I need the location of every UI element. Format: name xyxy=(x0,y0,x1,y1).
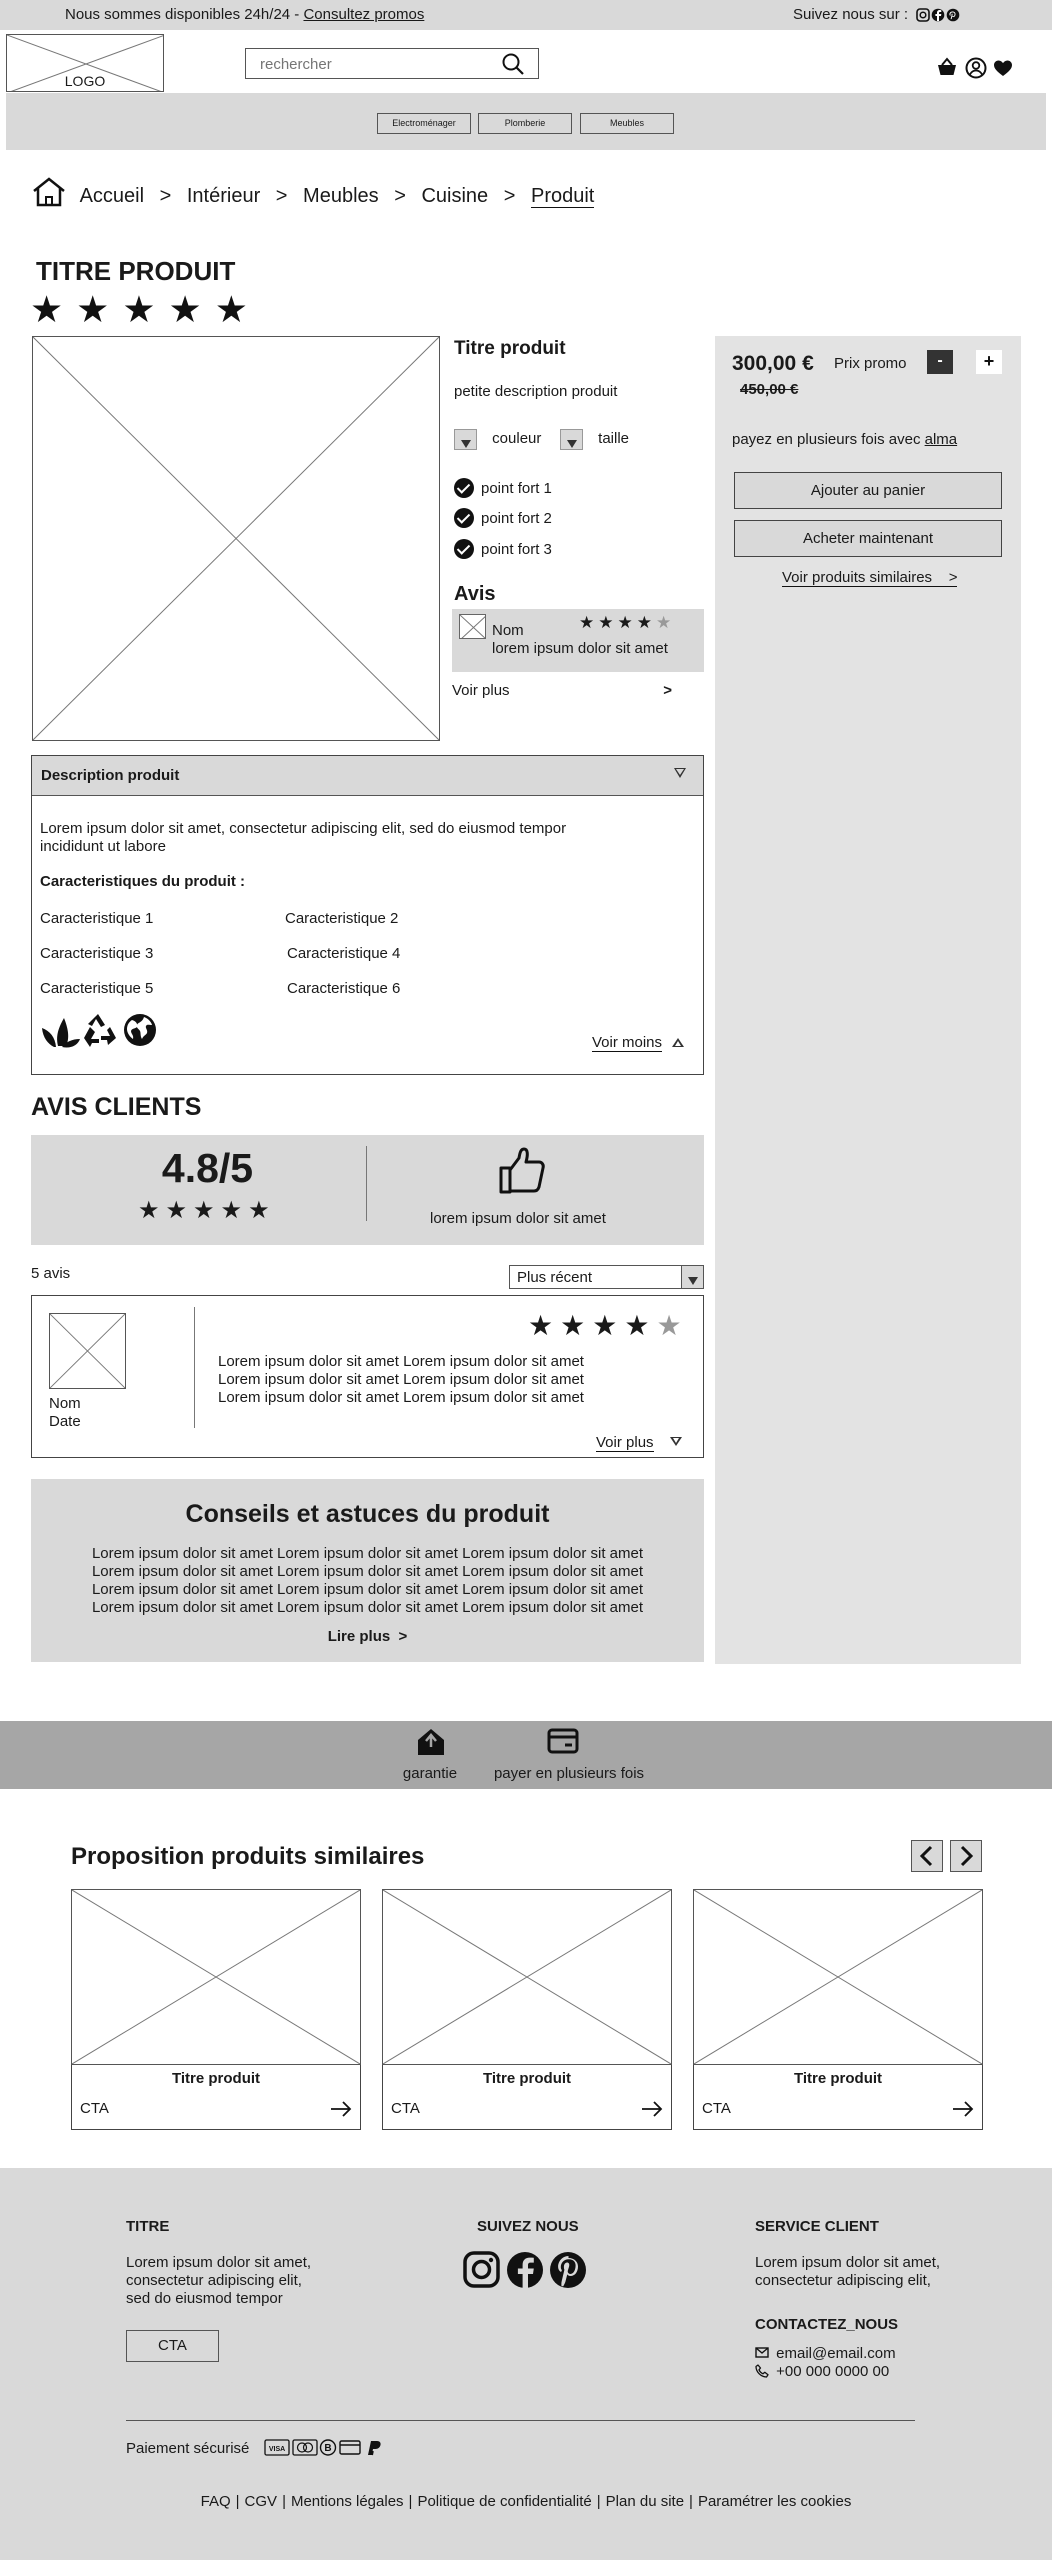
credit-card-icon xyxy=(340,2441,360,2454)
product-card[interactable] xyxy=(382,1889,672,2130)
tips-title: Conseils et astuces du produit xyxy=(185,1500,550,1528)
star-icon: ★ xyxy=(248,1197,276,1224)
card-payment-icon xyxy=(547,1727,579,1755)
leaf-icon xyxy=(42,1018,80,1048)
see-more-label: Voir plus xyxy=(452,682,510,699)
secure-payment xyxy=(126,2438,386,2457)
reviewer-name: Nom xyxy=(492,622,524,639)
breadcrumb-separator: > xyxy=(159,185,172,207)
breadcrumb-cuisine[interactable]: Cuisine xyxy=(421,185,489,207)
user-icon[interactable] xyxy=(967,59,986,78)
arrow-right-icon[interactable] xyxy=(952,2100,974,2118)
product-card-image xyxy=(382,1889,672,2065)
search-input[interactable] xyxy=(260,54,490,74)
nav-item-meubles[interactable]: Meubles xyxy=(580,113,674,134)
alma-link[interactable]: alma xyxy=(924,431,958,448)
chevron-down-icon xyxy=(461,440,471,448)
reviews-count: 5 avis xyxy=(31,1265,71,1282)
promo-link[interactable]: Consultez promos xyxy=(303,6,425,23)
review-preview-stars xyxy=(579,613,675,633)
installment-text: payez en plusieurs fois avec xyxy=(732,431,925,448)
email-text: email@email.com xyxy=(776,2345,896,2362)
average-score: 4.8/5 xyxy=(161,1145,254,1191)
footer-cta-button[interactable]: CTA xyxy=(126,2330,219,2362)
star-empty-icon: ★ xyxy=(656,613,676,632)
quantity-minus-button[interactable]: - xyxy=(927,350,953,374)
paypal-icon xyxy=(368,2441,381,2455)
footer-service-line-1: Lorem ipsum dolor sit amet, xyxy=(755,2254,941,2271)
highlight-label: point fort 1 xyxy=(481,479,552,497)
highlight-label: point fort 3 xyxy=(481,540,552,558)
product-image[interactable] xyxy=(32,336,440,741)
footer-col1-title: TITRE xyxy=(126,2218,170,2235)
chevron-left-icon xyxy=(912,1841,942,1871)
footer-col1-line-3: sed do eiusmod tempor xyxy=(126,2290,283,2307)
characteristics-title: Caracteristiques du produit : xyxy=(40,873,246,890)
footer-link-faq[interactable]: FAQ xyxy=(200,2493,231,2510)
tips-line-3: Lorem ipsum dolor sit amet Lorem ipsum dolor sit amet Lorem ipsum dolor sit amet xyxy=(91,1581,644,1598)
breadcrumb-separator: > xyxy=(394,185,406,207)
size-option[interactable] xyxy=(560,429,629,450)
product-short-description: petite description produit xyxy=(454,383,618,400)
chevron-right-icon xyxy=(951,1841,981,1871)
carousel-next-button[interactable] xyxy=(950,1840,982,1872)
highlight-3 xyxy=(454,539,552,559)
logo-text: LOGO xyxy=(64,73,106,89)
customer-reviews-title: AVIS CLIENTS xyxy=(31,1093,202,1121)
footer-link-privacy[interactable]: Politique de confidentialité xyxy=(417,2493,592,2510)
quantity-plus-button[interactable]: + xyxy=(976,350,1002,374)
globe-icon xyxy=(124,1014,156,1046)
sort-dropdown-toggle[interactable] xyxy=(681,1266,703,1288)
pinterest-icon[interactable] xyxy=(550,2252,586,2288)
breadcrumb-produit[interactable]: Produit xyxy=(530,185,595,207)
sort-select[interactable] xyxy=(509,1265,704,1289)
follow-label: Suivez nous sur : xyxy=(793,6,909,23)
chevron-down-icon xyxy=(670,1437,682,1446)
star-icon: ★ xyxy=(122,289,169,330)
phone-text: +00 000 0000 00 xyxy=(776,2363,890,2380)
sort-select-value: Plus récent xyxy=(517,1269,593,1286)
tips-line-1: Lorem ipsum dolor sit amet Lorem ipsum dolor sit amet Lorem ipsum dolor sit amet xyxy=(91,1545,644,1562)
chevron-up-icon xyxy=(672,1038,684,1047)
link-separator: | xyxy=(235,2493,240,2510)
availability-text xyxy=(65,6,424,23)
visa-icon xyxy=(265,2440,289,2455)
chevron-down-icon xyxy=(674,768,686,778)
see-less-label: Voir moins xyxy=(592,1034,663,1051)
review-preview[interactable] xyxy=(452,609,704,672)
footer-col1-line-1: Lorem ipsum dolor sit amet, xyxy=(126,2254,312,2271)
availability-label: Nous sommes disponibles 24h/24 - xyxy=(65,6,304,23)
color-option[interactable] xyxy=(454,429,541,450)
size-label: taille xyxy=(598,430,630,448)
review-text-line-1: Lorem ipsum dolor sit amet Lorem ipsum dolor sit amet xyxy=(218,1353,584,1370)
payment-methods-icons xyxy=(264,2438,386,2456)
arrow-right-icon[interactable] xyxy=(330,2100,352,2118)
review-see-more-link[interactable] xyxy=(596,1434,682,1451)
see-less-link[interactable] xyxy=(592,1034,684,1051)
installments-label: payer en plusieurs fois xyxy=(493,1765,645,1782)
warranty-label: garantie xyxy=(402,1765,458,1782)
product-card-image xyxy=(71,1889,361,2065)
summary-divider xyxy=(366,1146,367,1221)
check-icon xyxy=(454,508,474,528)
star-icon: ★ xyxy=(193,1197,221,1224)
star-icon: ★ xyxy=(214,289,261,330)
characteristic-2: Caracteristique 2 xyxy=(285,910,399,927)
footer-link-legal[interactable]: Mentions légales xyxy=(290,2493,404,2510)
nav-item-electromenager[interactable]: Electroménager xyxy=(377,113,471,134)
read-more-link[interactable]: Lire plus > xyxy=(327,1628,408,1645)
review-text-line-2: Lorem ipsum dolor sit amet Lorem ipsum dolor sit amet xyxy=(218,1371,584,1388)
bitcoin-icon xyxy=(320,2440,335,2455)
search-bar[interactable] xyxy=(245,48,539,79)
instagram-icon[interactable] xyxy=(917,9,929,21)
breadcrumb-meubles[interactable]: Meubles xyxy=(303,185,379,207)
link-separator: | xyxy=(689,2493,693,2510)
footer-col1-line-2: consectetur adipiscing elit, xyxy=(126,2272,302,2289)
basket-icon[interactable] xyxy=(938,59,956,75)
star-icon: ★ xyxy=(624,1310,657,1341)
star-icon: ★ xyxy=(220,1197,249,1224)
footer-links xyxy=(0,2493,1052,2510)
facebook-icon[interactable] xyxy=(932,9,945,22)
breadcrumb xyxy=(32,177,594,209)
highlight-label: point fort 2 xyxy=(481,509,552,527)
chevron-down-icon xyxy=(567,440,577,448)
tips-line-2: Lorem ipsum dolor sit amet Lorem ipsum dolor sit amet Lorem ipsum dolor sit amet xyxy=(91,1563,644,1580)
highlight-1 xyxy=(454,478,552,498)
breadcrumb-accueil[interactable]: Accueil xyxy=(79,185,145,207)
warranty-icon xyxy=(416,1727,446,1757)
product-title: TITRE PRODUIT xyxy=(36,256,236,286)
add-to-cart-button[interactable]: Ajouter au panier xyxy=(734,472,1002,509)
star-icon: ★ xyxy=(76,289,123,330)
similar-products-title: Proposition produits similaires xyxy=(71,1843,425,1870)
product-card-cta[interactable]: CTA xyxy=(391,2100,420,2117)
recycle-icon xyxy=(84,1014,116,1047)
footer-link-cookies[interactable]: Paramétrer les cookies xyxy=(697,2493,852,2510)
star-icon: ★ xyxy=(168,289,215,330)
summary-text: lorem ipsum dolor sit amet xyxy=(430,1210,606,1227)
breadcrumb-separator: > xyxy=(503,185,516,207)
reviewer-avatar xyxy=(49,1313,126,1389)
star-icon: ★ xyxy=(598,613,618,632)
tips-line-4: Lorem ipsum dolor sit amet Lorem ipsum dolor sit amet Lorem ipsum dolor sit amet xyxy=(91,1599,644,1616)
description-header[interactable] xyxy=(32,756,703,796)
highlight-2 xyxy=(454,508,552,528)
characteristic-1: Caracteristique 1 xyxy=(40,910,154,927)
mail-icon xyxy=(755,2347,769,2358)
characteristic-5: Caracteristique 5 xyxy=(40,980,154,997)
thumbs-up-icon xyxy=(497,1146,547,1196)
search-icon[interactable] xyxy=(501,52,525,76)
review-date: Date xyxy=(49,1413,81,1430)
review-stars xyxy=(528,1309,689,1342)
footer-service-line-2: consectetur adipiscing elit, xyxy=(755,2272,931,2289)
product-card-title: Titre produit xyxy=(171,2070,261,2087)
star-empty-icon: ★ xyxy=(656,1310,689,1341)
star-icon: ★ xyxy=(636,613,656,632)
facebook-icon[interactable] xyxy=(507,2252,543,2288)
product-card-title: Titre produit xyxy=(482,2070,572,2087)
see-more-reviews-link[interactable] xyxy=(452,682,672,699)
star-icon: ★ xyxy=(528,1310,561,1341)
review-preview-text: lorem ipsum dolor sit amet xyxy=(492,640,668,657)
characteristic-4: Caracteristique 4 xyxy=(287,945,401,962)
color-dropdown-toggle[interactable] xyxy=(454,429,477,450)
heart-icon[interactable] xyxy=(994,61,1012,77)
reviewer-avatar xyxy=(459,614,486,639)
old-price: 450,00 € xyxy=(740,381,799,398)
link-separator: | xyxy=(282,2493,286,2510)
star-icon: ★ xyxy=(592,1310,625,1341)
price: 300,00 € xyxy=(732,352,814,375)
secure-payment-label: Paiement sécurisé xyxy=(126,2440,250,2457)
footer-link-sitemap[interactable]: Plan du site xyxy=(605,2493,685,2510)
footer-service-title: SERVICE CLIENT xyxy=(755,2218,879,2235)
reviewer-name: Nom xyxy=(49,1395,81,1412)
pinterest-icon[interactable] xyxy=(947,9,960,22)
footer-divider xyxy=(126,2420,915,2421)
size-dropdown-toggle[interactable] xyxy=(560,429,583,450)
check-icon xyxy=(454,478,474,498)
review-text-line-3: Lorem ipsum dolor sit amet Lorem ipsum dolor sit amet xyxy=(218,1389,584,1406)
breadcrumb-separator: > xyxy=(275,185,288,207)
header-icons xyxy=(936,56,1016,80)
footer-social-icons xyxy=(463,2250,589,2290)
footer-social-title: SUIVEZ NOUS xyxy=(477,2218,579,2235)
chevron-right-icon: > xyxy=(663,682,672,699)
star-icon: ★ xyxy=(138,1197,166,1224)
installment-info xyxy=(732,431,957,448)
description-header-label: Description produit xyxy=(41,767,180,784)
mastercard-icon xyxy=(293,2440,317,2455)
average-stars xyxy=(138,1196,276,1225)
svg-text:VISA: VISA xyxy=(268,2446,285,2453)
star-icon: ★ xyxy=(579,613,599,632)
product-rating xyxy=(30,290,261,330)
top-social-icons xyxy=(916,8,960,22)
check-icon xyxy=(454,539,474,559)
review-see-more-label: Voir plus xyxy=(596,1434,654,1451)
product-card-image xyxy=(693,1889,983,2065)
characteristic-3: Caracteristique 3 xyxy=(40,945,154,962)
product-info-title: Titre produit xyxy=(454,338,566,359)
see-similar-products-link[interactable]: Voir produits similaires > xyxy=(782,569,958,586)
reviews-heading: Avis xyxy=(454,583,496,605)
breadcrumb-interieur[interactable]: Intérieur xyxy=(186,185,261,207)
product-card-cta[interactable]: CTA xyxy=(80,2100,109,2117)
home-icon[interactable] xyxy=(32,177,66,207)
carousel-prev-button[interactable] xyxy=(911,1840,943,1872)
phone-icon xyxy=(755,2364,769,2378)
product-card[interactable] xyxy=(693,1889,983,2130)
star-icon: ★ xyxy=(165,1197,194,1224)
logo[interactable] xyxy=(6,34,164,92)
description-text: Lorem ipsum dolor sit amet, consectetur adipiscing elit, sed do eiusmod tempor incididunt ut labore xyxy=(40,820,567,855)
review-divider xyxy=(194,1307,195,1428)
promo-label: Prix promo xyxy=(834,355,907,372)
link-separator: | xyxy=(408,2493,413,2510)
nav-item-plomberie[interactable]: Plomberie xyxy=(478,113,572,134)
characteristic-6: Caracteristique 6 xyxy=(287,980,401,997)
footer-link-cgv[interactable]: CGV xyxy=(244,2493,278,2510)
star-icon: ★ xyxy=(617,613,637,632)
footer-phone[interactable] xyxy=(755,2363,889,2380)
footer-contact-title: CONTACTEZ_NOUS xyxy=(755,2316,899,2333)
star-icon: ★ xyxy=(560,1310,593,1341)
product-card-cta[interactable]: CTA xyxy=(702,2100,731,2117)
instagram-icon[interactable] xyxy=(465,2253,498,2286)
svg-text:B: B xyxy=(323,2443,332,2454)
footer-email[interactable] xyxy=(755,2345,896,2362)
star-icon: ★ xyxy=(30,289,77,330)
chevron-down-icon xyxy=(688,1277,698,1285)
buy-now-button[interactable]: Acheter maintenant xyxy=(734,520,1002,557)
color-label: couleur xyxy=(492,430,542,448)
link-separator: | xyxy=(596,2493,601,2510)
product-card-title: Titre produit xyxy=(793,2070,883,2087)
product-card[interactable] xyxy=(71,1889,361,2130)
arrow-right-icon[interactable] xyxy=(641,2100,663,2118)
eco-icons xyxy=(40,1010,160,1050)
